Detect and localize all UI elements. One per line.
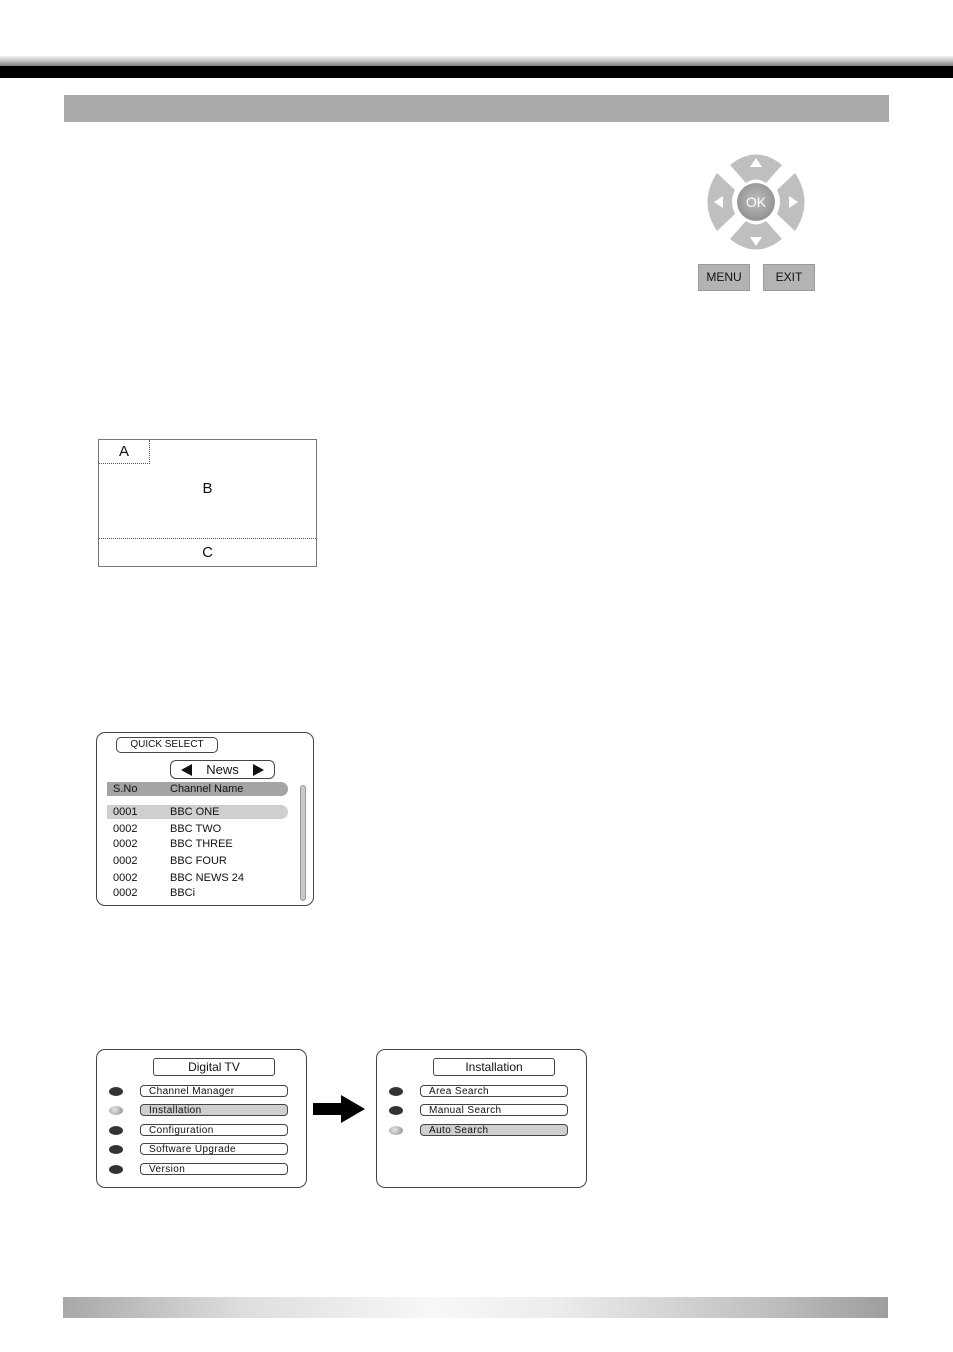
channel-row[interactable] — [107, 837, 288, 851]
bullet-icon — [389, 1106, 403, 1115]
menu-item-version[interactable]: Version — [140, 1163, 288, 1175]
channel-name: BBC ONE — [170, 806, 220, 818]
sno-column-header: S.No — [113, 783, 138, 795]
channel-name: BBC THREE — [170, 838, 233, 850]
channel-name: BBC FOUR — [170, 855, 227, 867]
installation-menu-panel — [376, 1049, 587, 1188]
channel-number: 0002 — [113, 872, 138, 884]
channel-row[interactable] — [107, 805, 288, 819]
category-selector[interactable] — [170, 760, 275, 779]
menu-item-auto-search[interactable]: Auto Search — [420, 1124, 568, 1136]
category-label: News — [206, 762, 239, 777]
channel-row[interactable] — [107, 886, 288, 900]
region-b-label: B — [202, 480, 213, 497]
channel-number: 0001 — [113, 806, 138, 818]
menu-button[interactable]: MENU — [698, 264, 750, 291]
channel-name: BBC TWO — [170, 823, 222, 835]
triangle-right-icon[interactable] — [253, 764, 264, 776]
channel-number: 0002 — [113, 823, 138, 835]
region-a-label: A — [99, 440, 150, 464]
menu-item-area-search[interactable]: Area Search — [420, 1085, 568, 1097]
bullet-icon — [389, 1126, 403, 1135]
bullet-icon — [109, 1165, 123, 1174]
channel-number: 0002 — [113, 838, 138, 850]
arrow-right-icon — [313, 1095, 365, 1123]
channel-row[interactable] — [107, 822, 288, 836]
ok-label: OK — [745, 194, 767, 210]
digital-tv-menu-title: Digital TV — [153, 1058, 275, 1076]
channel-name: BBC NEWS 24 — [170, 872, 244, 884]
bullet-icon — [109, 1106, 123, 1115]
channel-list-header — [107, 782, 288, 796]
channel-name-column-header: Channel Name — [170, 783, 244, 795]
channel-row[interactable] — [107, 871, 288, 885]
section-header-band — [64, 95, 889, 122]
menu-item-software-upgrade[interactable]: Software Upgrade — [140, 1143, 288, 1155]
menu-item-installation[interactable]: Installation — [140, 1104, 288, 1116]
exit-button[interactable]: EXIT — [763, 264, 815, 291]
menu-item-configuration[interactable]: Configuration — [140, 1124, 288, 1136]
channel-row[interactable] — [107, 854, 288, 868]
bottom-gradient-bar — [63, 1297, 888, 1318]
menu-item-channel-manager[interactable]: Channel Manager — [140, 1085, 288, 1097]
screen-layout-diagram — [98, 439, 317, 567]
triangle-left-icon[interactable] — [181, 764, 192, 776]
bullet-icon — [109, 1126, 123, 1135]
region-c-label: C — [99, 538, 316, 566]
bullet-icon — [389, 1087, 403, 1096]
channel-name: BBCi — [170, 887, 196, 899]
menu-item-manual-search[interactable]: Manual Search — [420, 1104, 568, 1116]
installation-menu-title: Installation — [433, 1058, 555, 1076]
quick-select-title: QUICK SELECT — [116, 737, 218, 753]
remote-control-illustration — [700, 150, 820, 300]
bullet-icon — [109, 1145, 123, 1154]
channel-list-scrollbar[interactable] — [300, 785, 306, 901]
quick-select-panel — [96, 732, 314, 906]
bullet-icon — [109, 1087, 123, 1096]
top-black-bar — [0, 66, 953, 78]
channel-number: 0002 — [113, 887, 138, 899]
channel-number: 0002 — [113, 855, 138, 867]
digital-tv-menu-panel — [96, 1049, 307, 1188]
